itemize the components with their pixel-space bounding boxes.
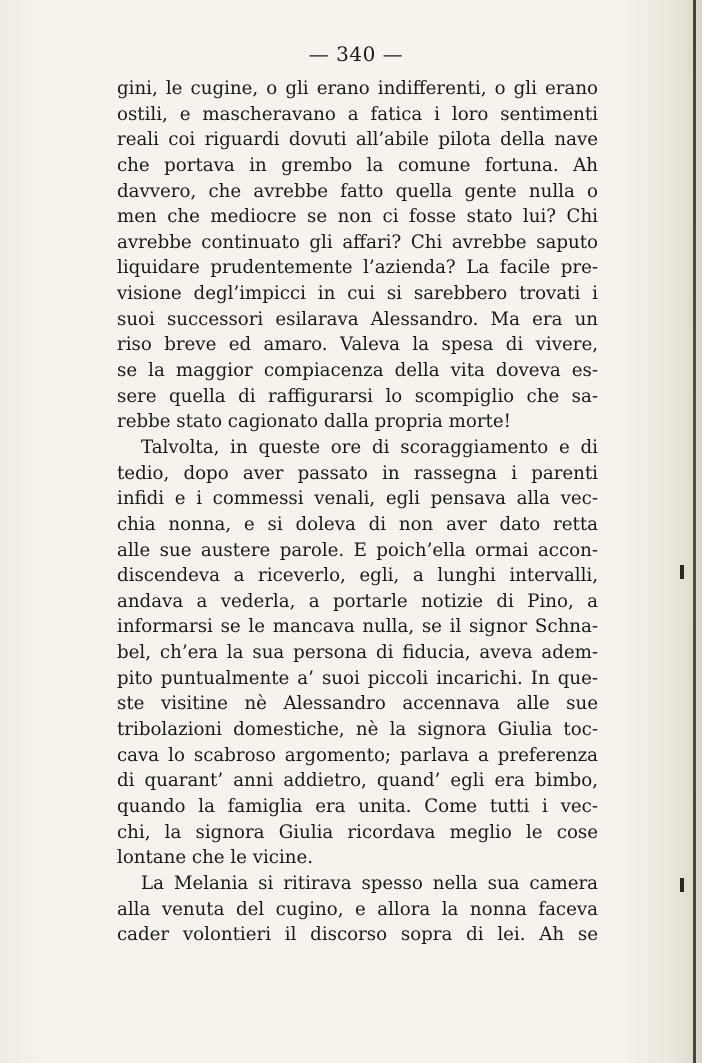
text-line: lontane che le vicine. [117,847,314,869]
text-line: avrebbe continuato gli affari? Chi avrebbe saputo [117,231,598,253]
text-line: suoi successori esilarava Alessandro. Ma era un [117,308,598,330]
text-line: liquidare prudentemente l’azienda? La facile pre- [117,257,598,279]
text-line: se la maggior compiacenza della vita doveva es- [117,360,598,382]
text-line: che portava in grembo la comune fortuna. Ah [117,154,598,176]
edge-mark [680,565,684,579]
text-line: chia nonna, e si doleva di non aver dato retta [117,513,598,535]
text-line: andava a vederla, a portarle notizie di Pino, a [117,590,598,612]
text-line: discendeva a riceverlo, egli, a lunghi intervalli, [117,565,598,587]
text-line: Talvolta, in queste ore di scoraggiamento e di [141,436,598,458]
text-line: men che mediocre se non ci fosse stato lui? Chi [117,206,598,228]
body-text [117,76,598,948]
text-line: tedio, dopo aver passato in rassegna i parenti [117,462,598,484]
text-line: rebbe stato cagionato dalla propria morte! [117,411,511,433]
text-line: cava lo scabroso argomento; parlava a preferenza [117,744,598,766]
text-line: ostili, e mascheravano a fatica i loro sentimenti [117,103,598,125]
text-line: quando la famiglia era unita. Come tutti i vec- [117,795,598,817]
text-line: pito puntualmente a’ suoi piccoli incarichi. In que- [117,667,598,689]
text-line: davvero, che avrebbe fatto quella gente nulla o [117,180,598,202]
text-line: chi, la signora Giulia ricordava meglio le cose [117,821,598,843]
text-line: sere quella di raffigurarsi lo scompiglio che sa- [117,385,598,407]
text-line: ste visitine nè Alessandro accennava alle sue [117,693,598,715]
text-line: cader volontieri il discorso sopra di lei. Ah se [117,924,598,946]
text-line: bel, ch’era la sua persona di fiducia, aveva adem- [117,642,598,664]
text-line: informarsi se le mancava nulla, se il signor Schna- [117,616,598,638]
text-line: alle sue austere parole. E poich’ella ormai accon- [117,539,598,561]
text-line: La Melania si ritirava spesso nella sua camera [141,872,598,894]
text-line: reali coi riguardi dovuti all’abile pilota della nave [117,129,598,151]
text-line: alla venuta del cugino, e allora la nonna faceva [117,898,598,920]
text-line: visione degl’impicci in cui si sarebbero trovati i [117,283,598,305]
text-line: infidi e i commessi venali, egli pensava alla vec- [117,488,598,510]
text-line: gini, le cugine, o gli erano indifferenti, o gli erano [117,78,598,99]
page-binding-edge [693,0,696,1063]
text-line: tribolazioni domestiche, nè la signora Giulia toc- [117,719,598,741]
text-line: riso breve ed amaro. Valeva la spesa di vivere, [117,334,598,356]
text-line: di quarant’ anni addietro, quand’ egli era bimbo, [117,770,598,792]
edge-mark [680,878,684,892]
page-number: — 340 — [308,42,404,66]
